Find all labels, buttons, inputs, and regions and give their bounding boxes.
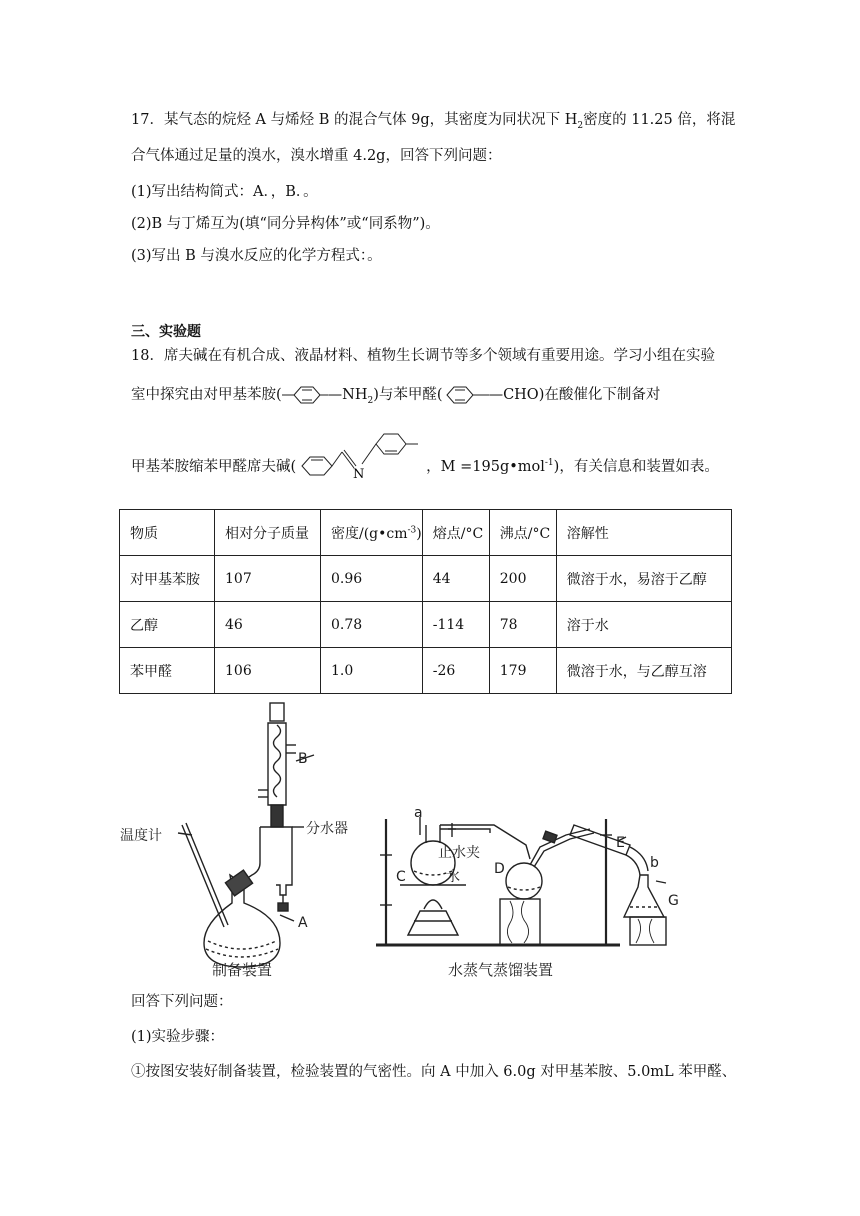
wood-block-g — [630, 917, 666, 945]
table-cell: -114 — [422, 602, 489, 648]
table-cell: 200 — [489, 556, 556, 602]
q18-line2: 室中探究由对甲基苯胺( $—NH_2$)与苯甲醛( —CHO)在酸催化下制备对 — [131, 384, 660, 411]
step-1: ①按图安装好制备装置，检验装置的气密性。向 A 中加入 6.0g 对甲基苯胺、5.0mL 苯甲醛、 — [131, 1064, 737, 1080]
table-header-cell: 密度$/(g•cm^{-3})$ — [321, 510, 423, 556]
table-cell: 对甲基苯胺 — [120, 556, 215, 602]
benzaldehyde-ring-icon — [443, 384, 489, 406]
label-flask-d: D — [494, 861, 505, 877]
label-outlet-b: b — [650, 855, 659, 871]
table-cell: 苯甲醛 — [120, 648, 215, 694]
answer-prompt: 回答下列问题： — [131, 994, 233, 1010]
steps-title: (1)实验步骤： — [131, 1029, 225, 1045]
label-flask-g: G — [668, 893, 679, 909]
caption-steam-distillation: 水蒸气蒸馏装置 — [448, 961, 554, 979]
q17-line1: 17．某气态的烷烃 A 与烯烃 B 的混合气体 9g，其密度为同状况下 $H_2$密度的 11.25 倍，将混 — [131, 112, 736, 131]
schiff-base-structure-icon — [296, 422, 426, 482]
label-flask-a: A — [298, 915, 308, 931]
q18-line1: 18．席夫碱在有机合成、液晶材料、植物生长调节等多个领域有重要用途。学习小组在实验 — [131, 348, 715, 364]
label-thermometer: 温度计 — [120, 828, 162, 844]
table-cell: 1.0 — [321, 648, 423, 694]
table-cell: 乙醇 — [120, 602, 215, 648]
label-condenser-b: B — [298, 751, 308, 767]
section-title: 三、实验题 — [131, 324, 201, 340]
caption-preparation-apparatus: 制备装置 — [212, 961, 273, 979]
table-header-row — [120, 510, 732, 556]
table-header-cell: 熔点/°C — [422, 510, 489, 556]
table-cell: 44 — [422, 556, 489, 602]
label-clamp: 止水夹 — [438, 845, 480, 861]
toluidine-ring-icon — [282, 384, 328, 406]
table-cell: 107 — [215, 556, 321, 602]
properties-table — [119, 509, 732, 694]
label-flask-c: C — [396, 869, 406, 885]
table-cell: 0.78 — [321, 602, 423, 648]
q17-part3: (3)写出 B 与溴水反应的化学方程式：。 — [131, 248, 382, 264]
table-row — [120, 648, 732, 694]
table-cell: -26 — [422, 648, 489, 694]
label-water-separator: 分水器 — [306, 821, 348, 837]
condenser-top — [270, 703, 284, 721]
wood-block-d — [500, 899, 540, 945]
q18-line3: 甲基苯胺缩苯甲醛席夫碱( N ，M =195g•mol$^{-1}$)，有关信息和装置如表。 — [131, 422, 719, 482]
apparatus-figure — [120, 695, 720, 985]
schiff-n-label: N — [353, 467, 365, 482]
label-tube-a: a — [414, 805, 423, 821]
q17-line2: 合气体通过足量的溴水，溴水增重 4.2g，回答下列问题： — [131, 148, 502, 164]
table-header-cell: 相对分子质量 — [215, 510, 321, 556]
table-cell: 溶于水 — [556, 602, 731, 648]
table-row — [120, 556, 732, 602]
table-row — [120, 602, 732, 648]
table-cell: 微溶于水，易溶于乙醇 — [556, 556, 731, 602]
table-cell: 46 — [215, 602, 321, 648]
table-cell: 106 — [215, 648, 321, 694]
q17-part1: (1)写出结构简式：A．，B．。 — [131, 184, 318, 200]
table-header-cell: 溶解性 — [556, 510, 731, 556]
label-water: 水 — [446, 869, 460, 885]
table-cell: 0.96 — [321, 556, 423, 602]
table-header-cell: 物质 — [120, 510, 215, 556]
table-header-cell: 沸点/°C — [489, 510, 556, 556]
q17-part2: (2)B 与丁烯互为(填“同分异构体”或“同系物”)。 — [131, 216, 440, 232]
label-condenser-e: E — [616, 835, 625, 851]
table-cell: 179 — [489, 648, 556, 694]
table-cell: 78 — [489, 602, 556, 648]
table-cell: 微溶于水，与乙醇互溶 — [556, 648, 731, 694]
condenser-coil — [274, 725, 281, 797]
